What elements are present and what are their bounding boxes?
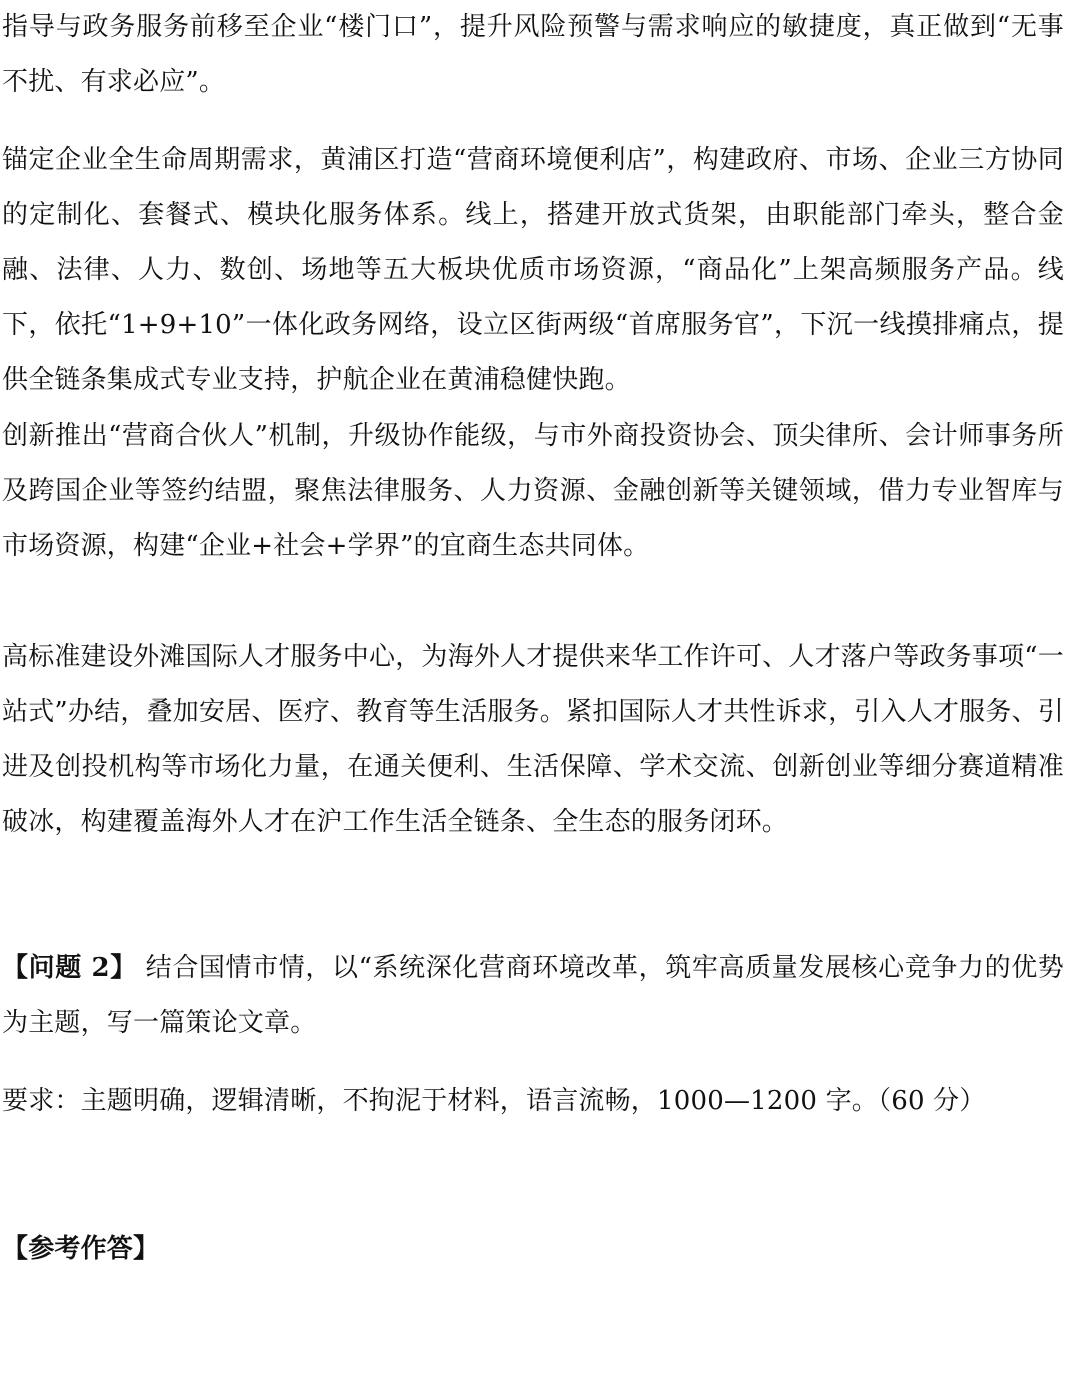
paragraph-2: 锚定企业全生命周期需求，黄浦区打造“营商环境便利店”，构建政府、市场、企业三方协同的定制化、套餐式、模块化服务体系。线上，搭建开放式货架，由职能部门牵头，整合金融、法律、人力、数创、场地等五大板块优质市场资源，“商品化”上架高频服务产品。线下，依托“1+9+10”一体化政务网络，设立区街两级“首席服务官”，下沉一线摸排痛点，提供全链条集成式专业支持，护航企业在黄浦稳健快跑。 — [2, 145, 1064, 395]
paragraph-1: 指导与政务服务前移至企业“楼门口”，提升风险预警与需求响应的敏捷度，真正做到“无事不扰、有求必应”。 — [2, 12, 1064, 97]
requirements-text: 要求：主题明确，逻辑清晰，不拘泥于材料，语言流畅，1000—1200 字。（60 分） — [2, 1086, 986, 1116]
reference-answer-heading: 【参考作答】 — [2, 1234, 160, 1264]
question-label: 【问题 2】 — [2, 953, 137, 983]
paragraph-3: 创新推出“营商合伙人”机制，升级协作能级，与市外商投资协会、顶尖律所、会计师事务所及跨国企业等签约结盟，聚焦法律服务、人力资源、金融创新等关键领域，借力专业智库与市场资源，构建“企业+社会+学界”的宜商生态共同体。 — [2, 421, 1064, 561]
question-text: 结合国情市情，以“系统深化营商环境改革，筑牢高质量发展核心竞争力的优势为主题，写一篇策论文章。 — [2, 953, 1065, 1038]
question-2 — [0, 941, 1064, 1051]
paragraph-4: 高标准建设外滩国际人才服务中心，为海外人才提供来华工作许可、人才落户等政务事项“一站式”办结，叠加安居、医疗、教育等生活服务。紧扣国际人才共性诉求，引入人才服务、引进及创投机构等市场化力量，在通关便利、生活保障、学术交流、创新创业等细分赛道精准破冰，构建覆盖海外人才在沪工作生活全链条、全生态的服务闭环。 — [2, 642, 1064, 837]
